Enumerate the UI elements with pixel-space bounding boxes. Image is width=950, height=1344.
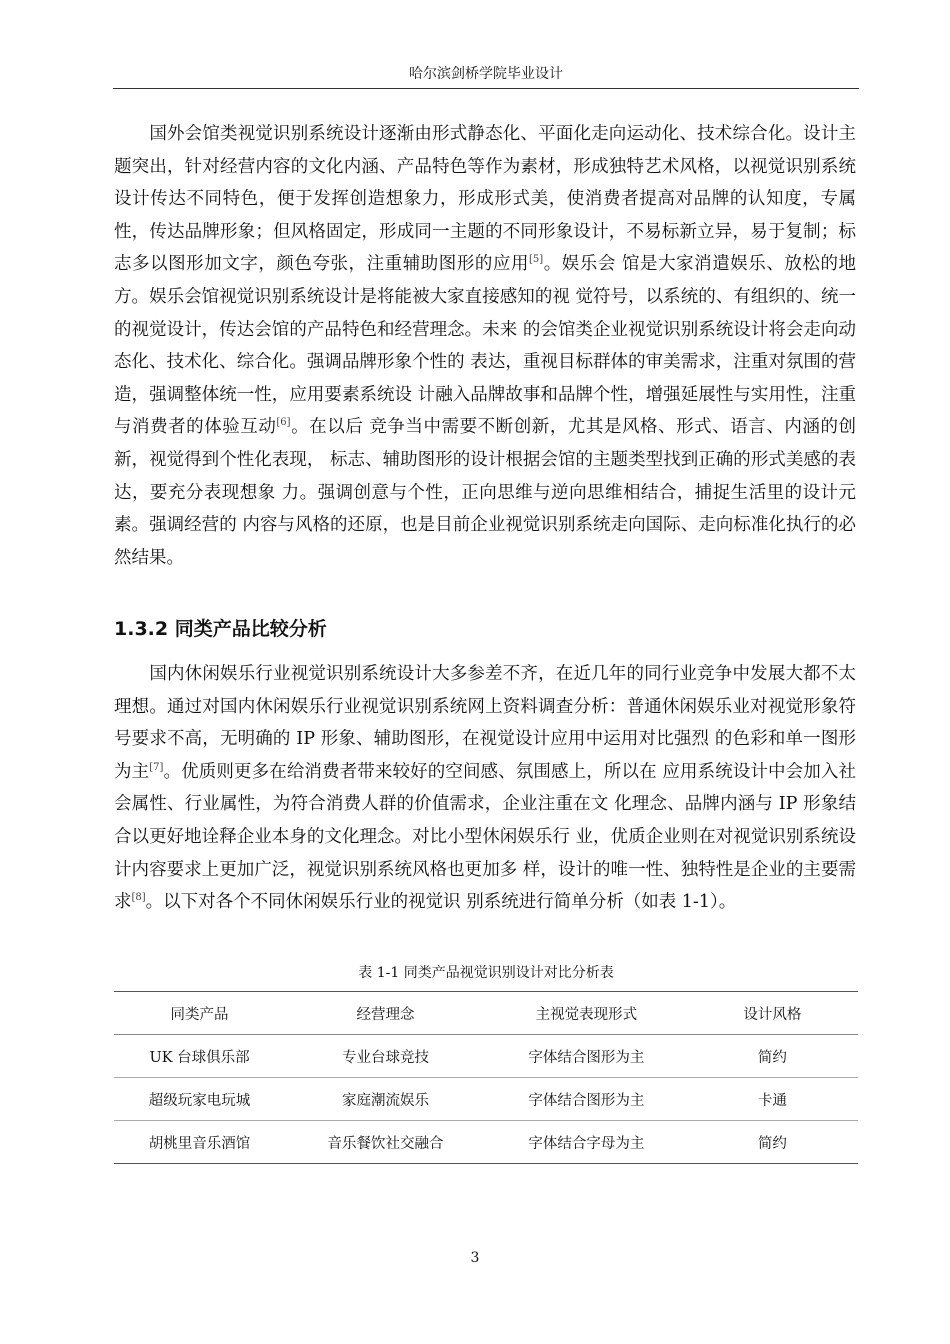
paragraph-1-text-a: 国外会馆类视觉识别系统设计逐渐由形式静态化、平面化走向运动化、技术综合化。设计主题突出，针对经营内容的文化内涵、产品特色等作为素材，形成独特艺术风格，以视觉识别系统设计传达不同特色，便于发挥创造想象力，形成形式美，使消费者提高对品牌的认知度，专属性，传达品牌形象；但风格固定，形成同一主题的不同形象设计，不易标新立异，易于复制；标志多以图形加文字，颜色夸张，注重辅助图形的应用	[114, 124, 856, 275]
table-cell: 字体结合图形为主	[528, 1092, 645, 1109]
table-cell: 卡通	[757, 1092, 787, 1109]
comparison-table	[114, 991, 858, 1164]
body-paragraph-2	[114, 658, 856, 919]
paragraph-2-text-b: 。优质则更多在给消费者带来较好的空间感、氛围感上，所以在 应用系统设计中会加入社会属性、行业属性，为符合消费人群的价值需求，企业注重在文 化理念、品牌内涵与 IP 形象结合以更好地诠释企业本身的文化理念。对比小型休闲娱乐行 业，优质企业则在对视觉识别系统设计内容要求上更加广泛，视觉识别系统风格也更加多 样，设计的唯一性、独特性是企业的主要需求	[114, 761, 857, 913]
paragraph-2-text-c: 。以下对各个不同休闲娱乐行业的视觉识 别系统进行简单分析（如表 1-1）。	[145, 892, 737, 913]
table-row	[114, 1078, 858, 1121]
table-cell: UK 台球俱乐部	[149, 1049, 250, 1066]
citation-5: [5]	[529, 254, 544, 266]
page-number: 3	[470, 1250, 480, 1266]
table-cell: 超级玩家电玩城	[148, 1092, 251, 1109]
citation-8: [8]	[131, 892, 146, 904]
table-row	[114, 1035, 858, 1078]
section-heading: 1.3.2 同类产品比较分析	[114, 618, 327, 640]
body-paragraph-1	[114, 118, 856, 574]
table-header-cell: 同类产品	[170, 1006, 229, 1023]
table-cell: 胡桃里音乐酒馆	[148, 1135, 251, 1152]
table-cell: 专业台球竞技	[342, 1049, 430, 1066]
page-header: 哈尔滨剑桥学院毕业设计	[113, 60, 859, 89]
table-header-cell: 设计风格	[743, 1006, 802, 1023]
table-caption: 表 1-1 同类产品视觉识别设计对比分析表	[358, 965, 614, 981]
citation-7: [7]	[149, 761, 164, 773]
table-cell: 简约	[757, 1135, 787, 1152]
table-cell: 字体结合字母为主	[528, 1135, 645, 1152]
table-cell: 音乐餐饮社交融合	[327, 1135, 444, 1152]
table-cell: 字体结合图形为主	[528, 1049, 645, 1066]
table-header-cell: 经营理念	[356, 1006, 415, 1023]
citation-6: [6]	[276, 417, 291, 429]
table-header-row	[114, 992, 858, 1035]
paragraph-1-text-c: 。在以后 竞争当中需要不断创新，尤其是风格、形式、语言、内涵的创新，视觉得到个性化表现， 标志、辅助图形的设计根据会馆的主题类型找到正确的形式美感的表达，要充分表现想象 力。强调创意与个性，正向思维与逆向思维相结合，捕捉生活里的设计元素。强调经营的 内容与风格的还原，也是目前企业视觉识别系统走向国际、走向标准化执行的必然结果。	[114, 417, 857, 568]
table-row	[114, 1121, 858, 1164]
table-header-cell: 主视觉表现形式	[535, 1006, 638, 1023]
table-cell: 家庭潮流娱乐	[342, 1092, 430, 1109]
paragraph-1-text-b: 。娱乐会 馆是大家消遣娱乐、放松的地方。娱乐会馆视觉识别系统设计是将能被大家直接感知的视 觉符号，以系统的、有组织的、统一的视觉设计，传达会馆的产品特色和经营理念。未来 的会馆类企业视觉识别系统设计将会走向动态化、技术化、综合化。强调品牌形象个性的 表达，重视目标群体的审美需求，注重对氛围的营造，强调整体统一性，应用要素系统设 计融入品牌故事和品牌个性，增强延展性与实用性，注重与消费者的体验互动	[114, 254, 857, 438]
paragraph-2-text-a: 国内休闲娱乐行业视觉识别系统设计大多参差不齐，在近几年的同行业竞争中发展大都不太理想。通过对国内休闲娱乐行业视觉识别系统网上资料调查分析：普通休闲娱乐业对视觉形象符号要求不高，无明确的 IP 形象、辅助图形，在视觉设计应用中运用对比强烈 的色彩和单一图形为主	[114, 664, 856, 782]
table-cell: 简约	[757, 1049, 787, 1066]
